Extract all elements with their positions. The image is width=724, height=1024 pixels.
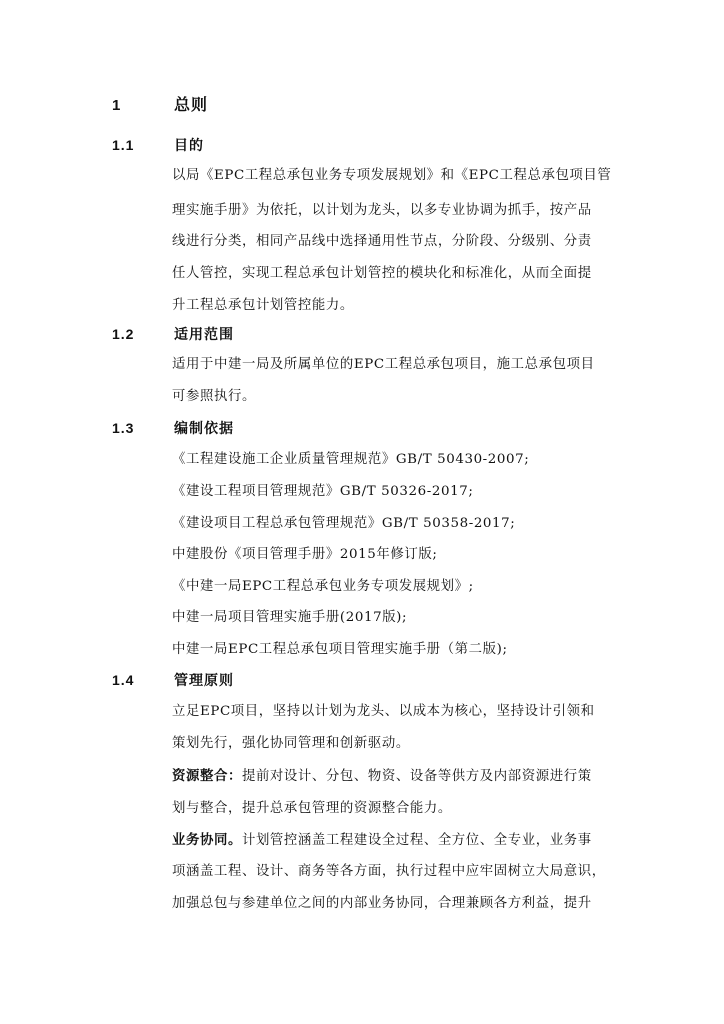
section-heading-1-1: [112, 135, 204, 155]
section-number: 1.1: [112, 137, 135, 153]
section-heading-1: [112, 92, 208, 115]
section-title: 编制依据: [174, 421, 234, 437]
reference-item: 中建股份《项目管理手册》2015年修订版;: [172, 547, 438, 562]
section-title: 总则: [174, 95, 209, 114]
section-title: 目的: [174, 138, 204, 154]
business-coordination-line: [172, 829, 592, 848]
section-number: 1.3: [112, 420, 135, 436]
reference-item: 《中建一局EPC工程总承包业务专项发展规划》;: [172, 579, 474, 594]
section-heading-1-2: [112, 324, 234, 344]
reference-item: 中建一局项目管理实施手册(2017版);: [172, 610, 408, 625]
paragraph-line: 线进行分类，相同产品线中选择通用性节点，分阶段、分级别、分责: [172, 234, 592, 249]
section-title: 管理原则: [174, 673, 234, 689]
business-coordination-text: 计划管控涵盖工程建设全过程、全方位、全专业，业务事: [241, 833, 592, 848]
paragraph-line: 立足EPC项目，坚持以计划为龙头、以成本为核心，坚持设计引领和: [172, 704, 595, 719]
reference-item: 《建设项目工程总承包管理规范》GB/T 50358-2017;: [172, 516, 516, 531]
paragraph-line: 可参照执行。: [172, 389, 256, 404]
resource-integration-line: [172, 765, 592, 784]
business-coordination-label: 业务协同。: [172, 833, 242, 848]
paragraph-line: 适用于中建一局及所属单位的EPC工程总承包项目，施工总承包项目: [172, 357, 595, 372]
section-number: 1: [112, 97, 122, 114]
paragraph-line: 以局《EPC工程总承包业务专项发展规划》和《EPC工程总承包项目管: [172, 168, 612, 183]
reference-item: 《工程建设施工企业质量管理规范》GB/T 50430-2007;: [172, 452, 530, 467]
paragraph-line: 理实施手册》为依托，以计划为龙头，以多专业协调为抓手，按产品: [172, 203, 592, 218]
section-heading-1-3: [112, 418, 234, 438]
resource-integration-label: 资源整合：: [172, 769, 242, 784]
paragraph-line: 划与整合，提升总承包管理的资源整合能力。: [172, 801, 452, 816]
paragraph-line: 加强总包与参建单位之间的内部业务协同，合理兼顾各方利益，提升: [172, 896, 592, 911]
section-title: 适用范围: [174, 327, 234, 343]
reference-item: 《建设工程项目管理规范》GB/T 50326-2017;: [172, 484, 474, 499]
reference-item: 中建一局EPC工程总承包项目管理实施手册（第二版);: [172, 642, 508, 657]
paragraph-line: 策划先行，强化协同管理和创新驱动。: [172, 736, 410, 751]
resource-integration-text: 提前对设计、分包、物资、设备等供方及内部资源进行策: [241, 769, 592, 784]
section-number: 1.4: [112, 672, 135, 688]
section-heading-1-4: [112, 670, 234, 690]
paragraph-line: 任人管控，实现工程总承包计划管控的模块化和标准化，从而全面提: [172, 266, 592, 281]
section-number: 1.2: [112, 326, 135, 342]
paragraph-line: 项涵盖工程、设计、商务等各方面，执行过程中应牢固树立大局意识，: [172, 864, 606, 879]
paragraph-line: 升工程总承包计划管控能力。: [172, 298, 354, 313]
